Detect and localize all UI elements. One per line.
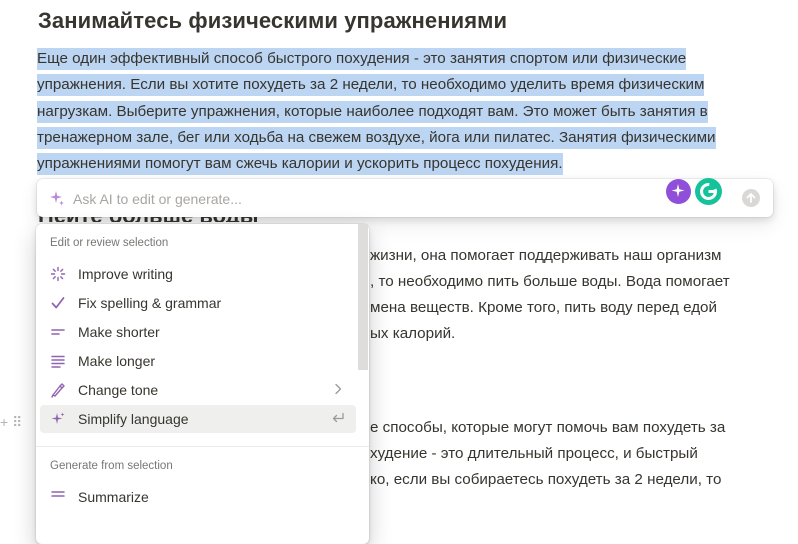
para3-line-1: е способы, которые могут помочь вам похудеть за [370, 419, 726, 436]
selected-line-4: тренажерном зале, бег или ходьба на свежем воздухе, йога или пилатес. Занятия физическими [37, 127, 716, 149]
menu-item-summarize[interactable] [40, 483, 356, 511]
menu-item-label: Fix spelling & grammar [78, 295, 222, 311]
menu-item-fix-spelling[interactable] [40, 289, 356, 317]
para2-line-4: ых калорий. [370, 325, 456, 342]
ai-actions-menu [36, 224, 369, 544]
short-lines-icon [50, 324, 66, 340]
menu-item-label: Summarize [78, 489, 149, 505]
arrow-up-icon [742, 189, 760, 207]
menu-divider [36, 446, 369, 447]
grammarly-button[interactable] [695, 178, 722, 205]
ai-assistant-icon [666, 179, 691, 204]
menu-item-label: Change tone [78, 382, 159, 398]
selected-line-3: нагрузкам. Выберите упражнения, которые наиболее подходят вам. Это может быть занятия в [37, 101, 708, 123]
enter-key-icon [330, 410, 346, 426]
para3-line-2: худение - это длительный процесс, и быстрый [370, 445, 698, 462]
body-paragraph-3 [370, 416, 725, 492]
block-drag-handle[interactable]: + ⠿ [0, 414, 23, 430]
pen-nib-icon [50, 382, 66, 398]
selected-line-2: упражнения. Если вы хотите похудеть за 2 недели, то необходимо уделить время физическим [37, 74, 704, 96]
ai-prompt-bar [37, 179, 773, 217]
submit-prompt-button[interactable] [742, 189, 760, 207]
menu-item-label: Improve writing [78, 266, 173, 282]
menu-section-edit-label: Edit or review selection [50, 237, 169, 249]
para2-line-1: жизни, она помогает поддерживать наш организм [370, 247, 722, 264]
para2-line-2: , то необходимо пить больше воды. Вода помогает [370, 273, 730, 290]
selected-line-5: упражнениями помогут вам сжечь калории и ускорить процесс похудения. [37, 153, 563, 175]
menu-item-label: Make longer [78, 353, 156, 369]
selected-line-1: Еще один эффективный способ быстрого похудения - это занятия спортом или физические [37, 48, 686, 70]
menu-item-simplify-language[interactable] [40, 405, 356, 433]
long-lines-icon [50, 353, 66, 369]
body-paragraph-2 [370, 244, 730, 346]
menu-item-label: Simplify language [78, 411, 189, 427]
menu-section-generate-label: Generate from selection [50, 460, 173, 472]
menu-item-improve-writing[interactable] [40, 260, 356, 288]
sparkle-burst-icon [50, 266, 66, 282]
summarize-icon [50, 489, 66, 505]
section-heading: Занимайтесь физическими упражнениями [38, 8, 508, 33]
grammarly-icon [695, 178, 722, 205]
ai-prompt-input[interactable] [71, 188, 635, 210]
menu-item-change-tone[interactable] [40, 376, 356, 404]
chevron-right-icon [330, 381, 346, 397]
selected-paragraph[interactable] [37, 46, 777, 177]
menu-scrollbar[interactable] [358, 224, 368, 370]
checkmark-icon [50, 295, 66, 311]
sparkles-icon [50, 411, 66, 427]
menu-item-label: Make shorter [78, 324, 160, 340]
menu-item-make-shorter[interactable] [40, 318, 356, 346]
menu-item-make-longer[interactable] [40, 347, 356, 375]
para2-line-3: мена веществ. Кроме того, пить воду перед едой [370, 299, 717, 316]
ai-assistant-button[interactable] [666, 179, 691, 204]
ai-sparkle-icon [49, 190, 65, 206]
para3-line-3: ко, если вы собираетесь похудеть за 2 недели, то [370, 471, 722, 488]
